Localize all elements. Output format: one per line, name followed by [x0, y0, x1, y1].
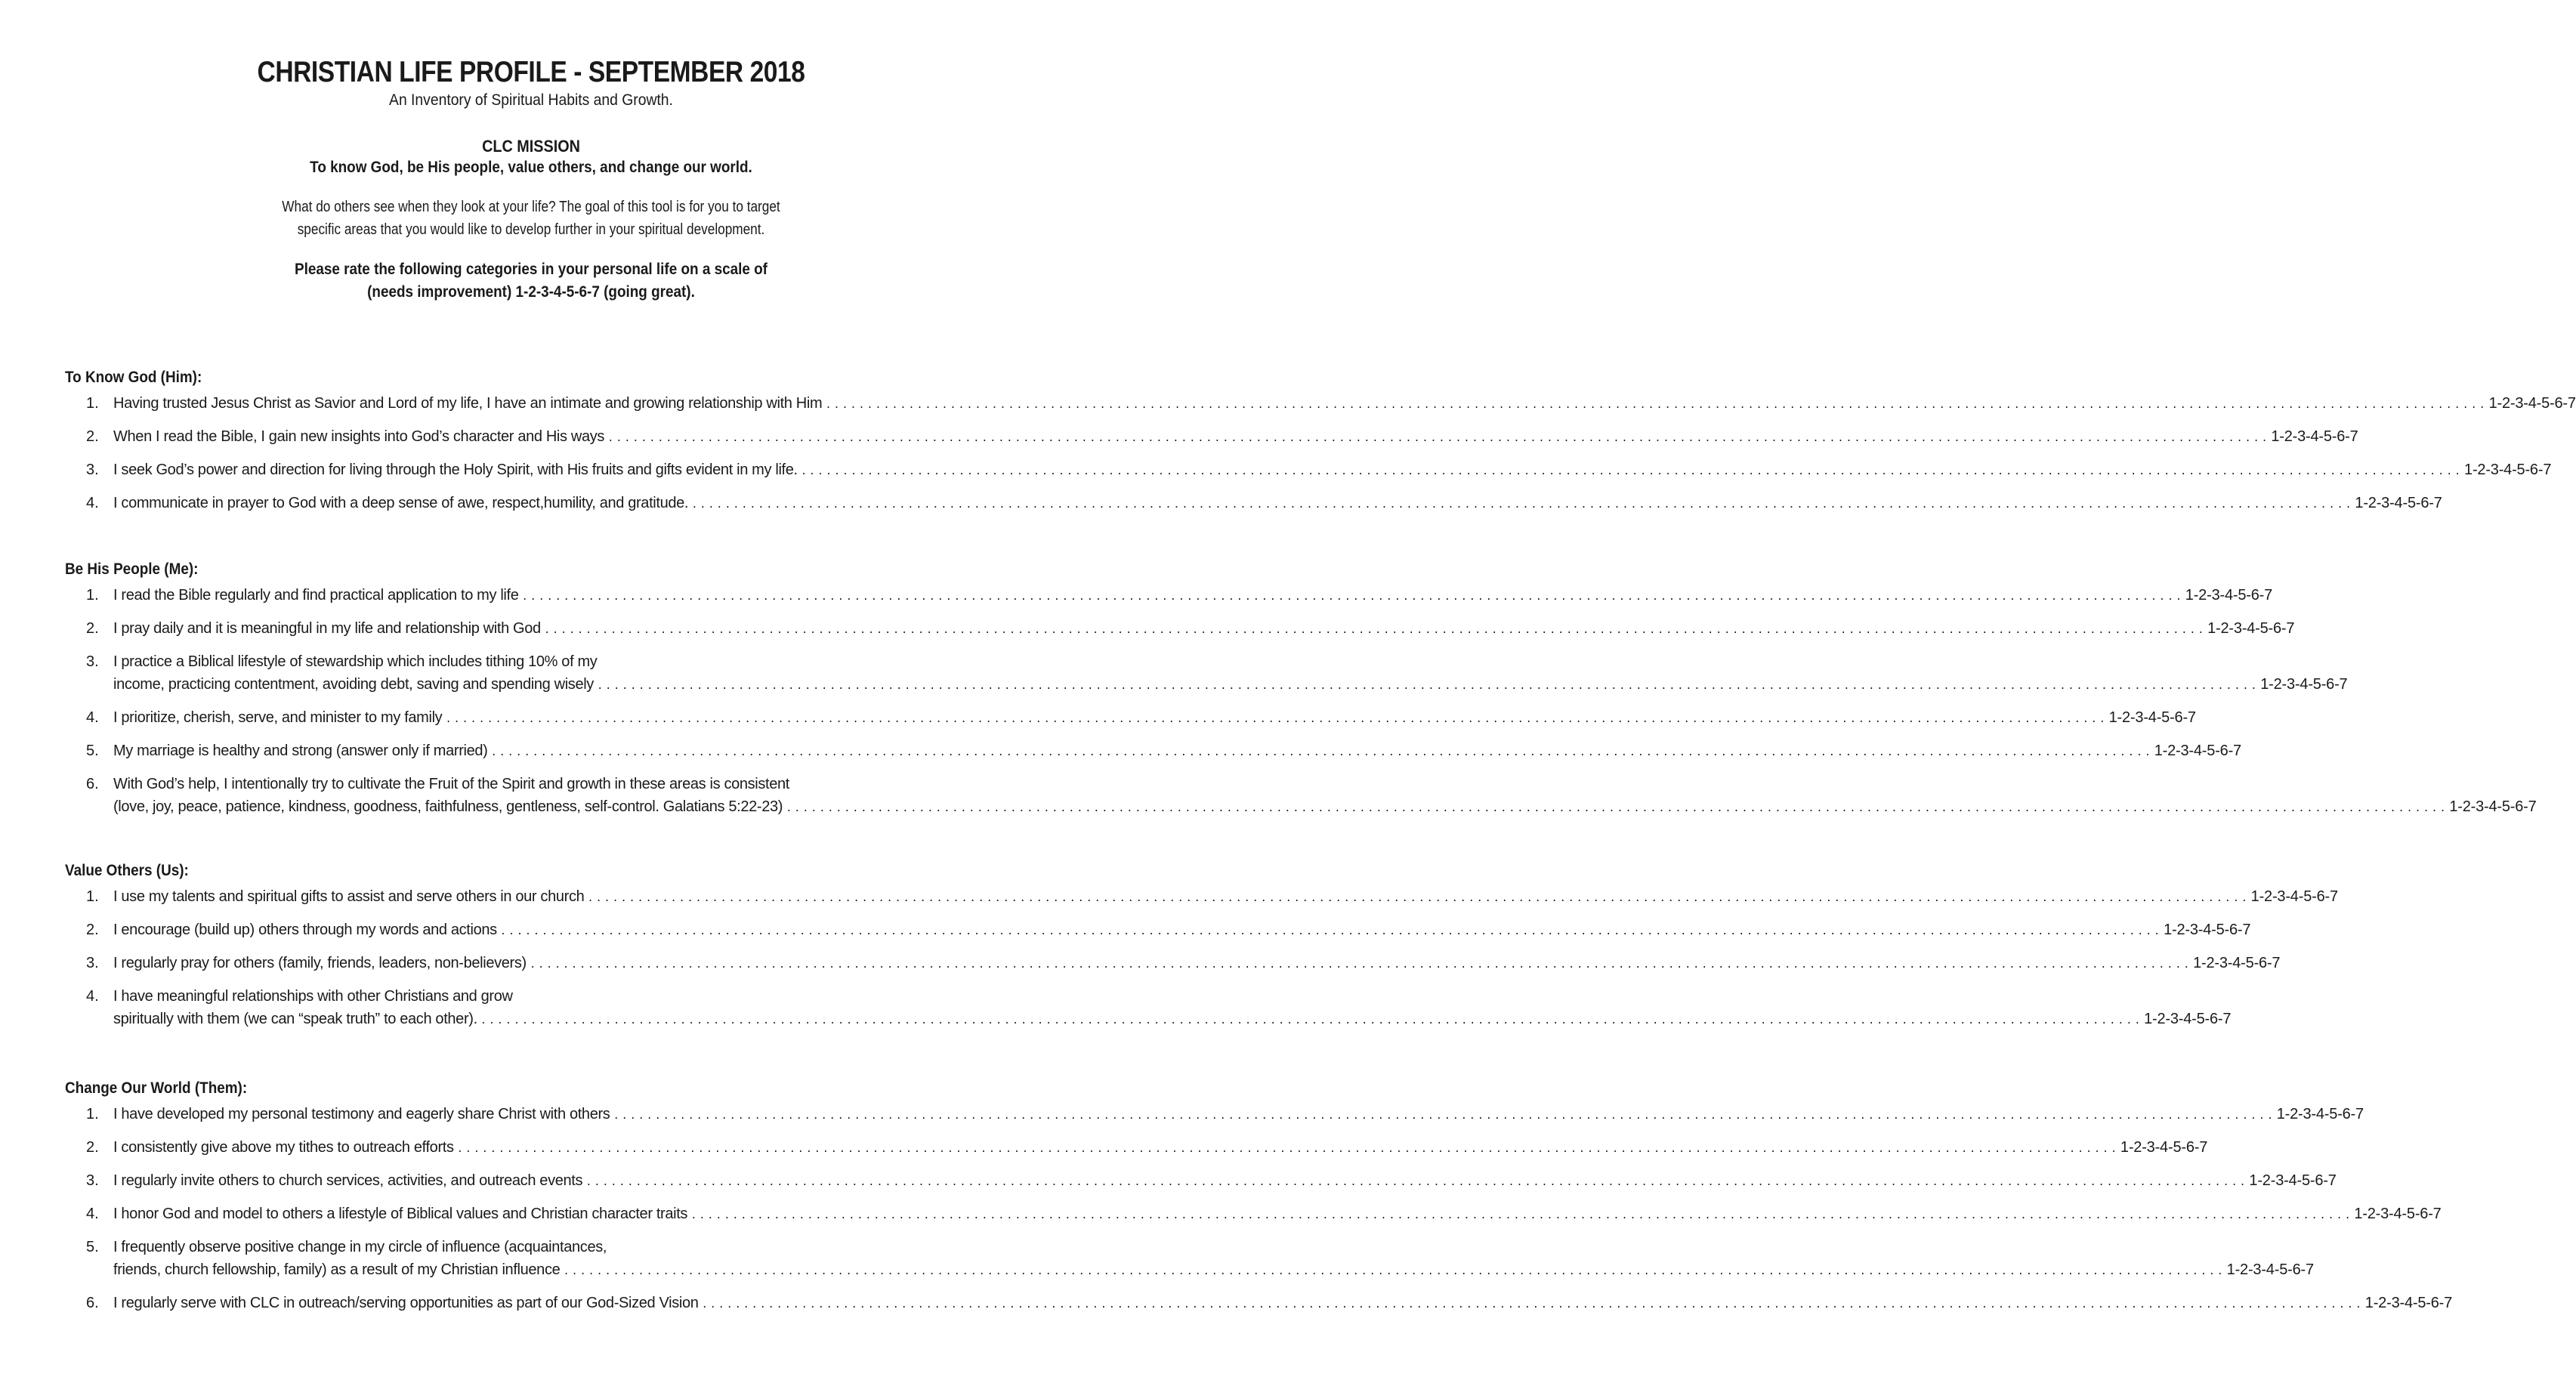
- list-item: [65, 985, 2232, 1033]
- intro-line: What do others see when they look at your life? The goal of this tool is for you to target: [282, 199, 780, 215]
- item-text: I have meaningful relationships with other Christians and grow: [113, 988, 513, 1005]
- item-text: I communicate in prayer to God with a deep sense of awe, respect,humility, and gratitude.: [113, 495, 689, 511]
- item-text: I prioritize, cherish, serve, and minister to my family: [113, 709, 443, 726]
- item-text: With God’s help, I intentionally try to cultivate the Fruit of the Spirit and growth in these areas is consistent: [113, 776, 789, 792]
- dot-leader: ........................................................................................................................................................................................................: [456, 1144, 2119, 1156]
- dot-leader: ........................................................................................................................................................................................................: [786, 803, 2448, 815]
- list-item: [65, 492, 2442, 517]
- item-number: 1.: [86, 888, 99, 905]
- dot-leader: ........................................................................................................................................................................................................: [521, 591, 2184, 604]
- list-item: [65, 1103, 2364, 1128]
- rating-scale: 1-2-3-4-5-6-7: [2464, 462, 2552, 478]
- question-list: [65, 392, 2576, 517]
- rating-scale: 1-2-3-4-5-6-7: [2249, 1172, 2337, 1189]
- rating-scale: 1-2-3-4-5-6-7: [2488, 395, 2576, 412]
- item-number: 3.: [86, 1172, 99, 1189]
- item-number: 2.: [86, 428, 99, 445]
- item-number: 3.: [86, 653, 99, 670]
- item-number: 4.: [86, 988, 99, 1005]
- rating-scale: 1-2-3-4-5-6-7: [2207, 620, 2295, 637]
- dot-leader: ........................................................................................................................................................................................................: [701, 1299, 2364, 1311]
- item-text: I regularly invite others to church services, activities, and outreach events: [113, 1172, 583, 1189]
- list-item: [65, 885, 2338, 910]
- item-number: 2.: [86, 620, 99, 637]
- dot-leader: ........................................................................................................................................................................................................: [691, 499, 2354, 511]
- item-number: 3.: [86, 462, 99, 478]
- instructions-line: (needs improvement) 1-2-3-4-5-6-7 (going great).: [367, 283, 695, 301]
- intro-paragraph: [74, 196, 987, 241]
- item-text: I encourage (build up) others through my words and actions: [113, 922, 497, 938]
- instructions-line: Please rate the following categories in your personal life on a scale of: [294, 261, 768, 278]
- section-heading: To Know God (Him):: [65, 369, 202, 386]
- dot-leader: ........................................................................................................................................................................................................: [563, 1266, 2225, 1278]
- rating-scale: 1-2-3-4-5-6-7: [2120, 1139, 2208, 1156]
- list-item: [65, 1292, 2453, 1317]
- item-text: I frequently observe positive change in my circle of influence (acquaintances,: [113, 1239, 607, 1255]
- item-text: I pray daily and it is meaningful in my life and relationship with God: [113, 620, 541, 637]
- rating-scale: 1-2-3-4-5-6-7: [2276, 1106, 2364, 1122]
- item-text: I consistently give above my tithes to outreach efforts: [113, 1139, 454, 1156]
- dot-leader: ........................................................................................................................................................................................................: [529, 959, 2192, 971]
- dot-leader: ........................................................................................................................................................................................................: [480, 1015, 2143, 1027]
- item-text: I honor God and model to others a lifestyle of Biblical values and Christian character traits: [113, 1206, 688, 1222]
- list-item: [65, 459, 2552, 483]
- section-heading: Change Our World (Them):: [65, 1079, 248, 1097]
- dot-leader: ........................................................................................................................................................................................................: [690, 1210, 2353, 1222]
- list-item: [65, 773, 2537, 820]
- dot-leader: ........................................................................................................................................................................................................: [585, 1177, 2248, 1189]
- item-number: 3.: [86, 955, 99, 971]
- rating-scale: 1-2-3-4-5-6-7: [2355, 495, 2442, 511]
- rating-scale: 1-2-3-4-5-6-7: [2193, 955, 2281, 971]
- item-text-continued: friends, church fellowship, family) as a result of my Christian influence: [113, 1261, 561, 1278]
- dot-leader: ........................................................................................................................................................................................................: [596, 681, 2259, 693]
- rating-scale: 1-2-3-4-5-6-7: [2449, 798, 2537, 815]
- item-text: I read the Bible regularly and find practical application to my life: [113, 587, 519, 604]
- list-item: [65, 392, 2576, 417]
- list-item: [65, 650, 2348, 698]
- item-text: When I read the Bible, I gain new insights into God’s character and His ways: [113, 428, 605, 445]
- item-text: I have developed my personal testimony and eagerly share Christ with others: [113, 1106, 610, 1122]
- dot-leader: ........................................................................................................................................................................................................: [490, 747, 2153, 759]
- item-text: I regularly serve with CLC in outreach/serving opportunities as part of our God-Sized Vision: [113, 1295, 699, 1311]
- dot-leader: ........................................................................................................................................................................................................: [587, 893, 2250, 905]
- item-number: 4.: [86, 495, 99, 511]
- item-number: 6.: [86, 776, 99, 792]
- list-item: [65, 425, 2358, 450]
- rating-scale: 1-2-3-4-5-6-7: [2144, 1011, 2232, 1027]
- dot-leader: ........................................................................................................................................................................................................: [613, 1110, 2275, 1122]
- item-text: My marriage is healthy and strong (answer only if married): [113, 743, 488, 759]
- item-text: I regularly pray for others (family, friends, leaders, non-believers): [113, 955, 527, 971]
- item-number: 1.: [86, 395, 99, 412]
- rating-scale: 1-2-3-4-5-6-7: [2354, 1206, 2442, 1222]
- dot-leader: ........................................................................................................................................................................................................: [543, 625, 2207, 637]
- list-item: [65, 739, 2241, 764]
- rating-scale: 1-2-3-4-5-6-7: [2364, 1295, 2453, 1311]
- item-number: 2.: [86, 922, 99, 938]
- mission-title: CLC MISSION: [482, 137, 580, 156]
- list-item: [65, 617, 2295, 642]
- item-text-continued: income, practicing contentment, avoiding debt, saving and spending wisely: [113, 676, 594, 693]
- page-title: CHRISTIAN LIFE PROFILE - SEPTEMBER 2018: [257, 56, 805, 88]
- dot-leader: ........................................................................................................................................................................................................: [825, 400, 2488, 412]
- question-list: [65, 885, 2338, 1033]
- item-number: 2.: [86, 1139, 99, 1156]
- item-number: 1.: [86, 587, 99, 604]
- list-item: [65, 1203, 2442, 1227]
- question-list: [65, 584, 2537, 820]
- item-text: Having trusted Jesus Christ as Savior and Lord of my life, I have an intimate and growing relationship with Him: [113, 395, 823, 412]
- section-know-god: [65, 368, 2576, 525]
- item-number: 6.: [86, 1295, 99, 1311]
- dot-leader: ........................................................................................................................................................................................................: [445, 714, 2108, 726]
- page-subtitle: An Inventory of Spiritual Habits and Growth.: [389, 91, 673, 109]
- item-number: 5.: [86, 743, 99, 759]
- rating-instructions: [53, 258, 1008, 304]
- item-number: 4.: [86, 709, 99, 726]
- rating-scale: 1-2-3-4-5-6-7: [2185, 587, 2273, 604]
- item-text: I seek God’s power and direction for living through the Holy Spirit, with His fruits and gifts evident in my life.: [113, 462, 798, 478]
- rating-scale: 1-2-3-4-5-6-7: [2250, 888, 2338, 905]
- section-change-our-world: [65, 1079, 2453, 1325]
- dot-leader: ........................................................................................................................................................................................................: [607, 433, 2270, 445]
- mission-statement: To know God, be His people, value others, and change our world.: [310, 159, 752, 176]
- dot-leader: ........................................................................................................................................................................................................: [499, 926, 2163, 938]
- section-value-others: [65, 861, 2338, 1041]
- list-item: [65, 1236, 2314, 1283]
- list-item: [65, 1169, 2337, 1194]
- section-heading: Be His People (Me):: [65, 560, 199, 578]
- item-text: I practice a Biblical lifestyle of stewardship which includes tithing 10% of my: [113, 653, 598, 670]
- list-item: [65, 952, 2281, 977]
- item-text: I use my talents and spiritual gifts to assist and serve others in our church: [113, 888, 585, 905]
- list-item: [65, 1136, 2208, 1161]
- item-number: 1.: [86, 1106, 99, 1122]
- document-header: [0, 54, 1062, 304]
- item-text-continued: (love, joy, peace, patience, kindness, goodness, faithfulness, gentleness, self-control. Galatians 5:22-23): [113, 798, 783, 815]
- item-number: 5.: [86, 1239, 99, 1255]
- rating-scale: 1-2-3-4-5-6-7: [2108, 709, 2196, 726]
- list-item: [65, 919, 2251, 943]
- list-item: [65, 706, 2196, 731]
- rating-scale: 1-2-3-4-5-6-7: [2226, 1261, 2314, 1278]
- section-heading: Value Others (Us):: [65, 862, 189, 879]
- rating-scale: 1-2-3-4-5-6-7: [2271, 428, 2358, 445]
- dot-leader: ........................................................................................................................................................................................................: [800, 466, 2463, 478]
- intro-line: specific areas that you would like to develop further in your spiritual development.: [297, 221, 765, 238]
- question-list: [65, 1103, 2453, 1317]
- list-item: [65, 584, 2273, 609]
- rating-scale: 1-2-3-4-5-6-7: [2260, 676, 2348, 693]
- item-text-continued: spiritually with them (we can “speak truth” to each other).: [113, 1011, 477, 1027]
- rating-scale: 1-2-3-4-5-6-7: [2164, 922, 2251, 938]
- rating-scale: 1-2-3-4-5-6-7: [2154, 743, 2241, 759]
- item-number: 4.: [86, 1206, 99, 1222]
- section-be-his-people: [65, 560, 2537, 829]
